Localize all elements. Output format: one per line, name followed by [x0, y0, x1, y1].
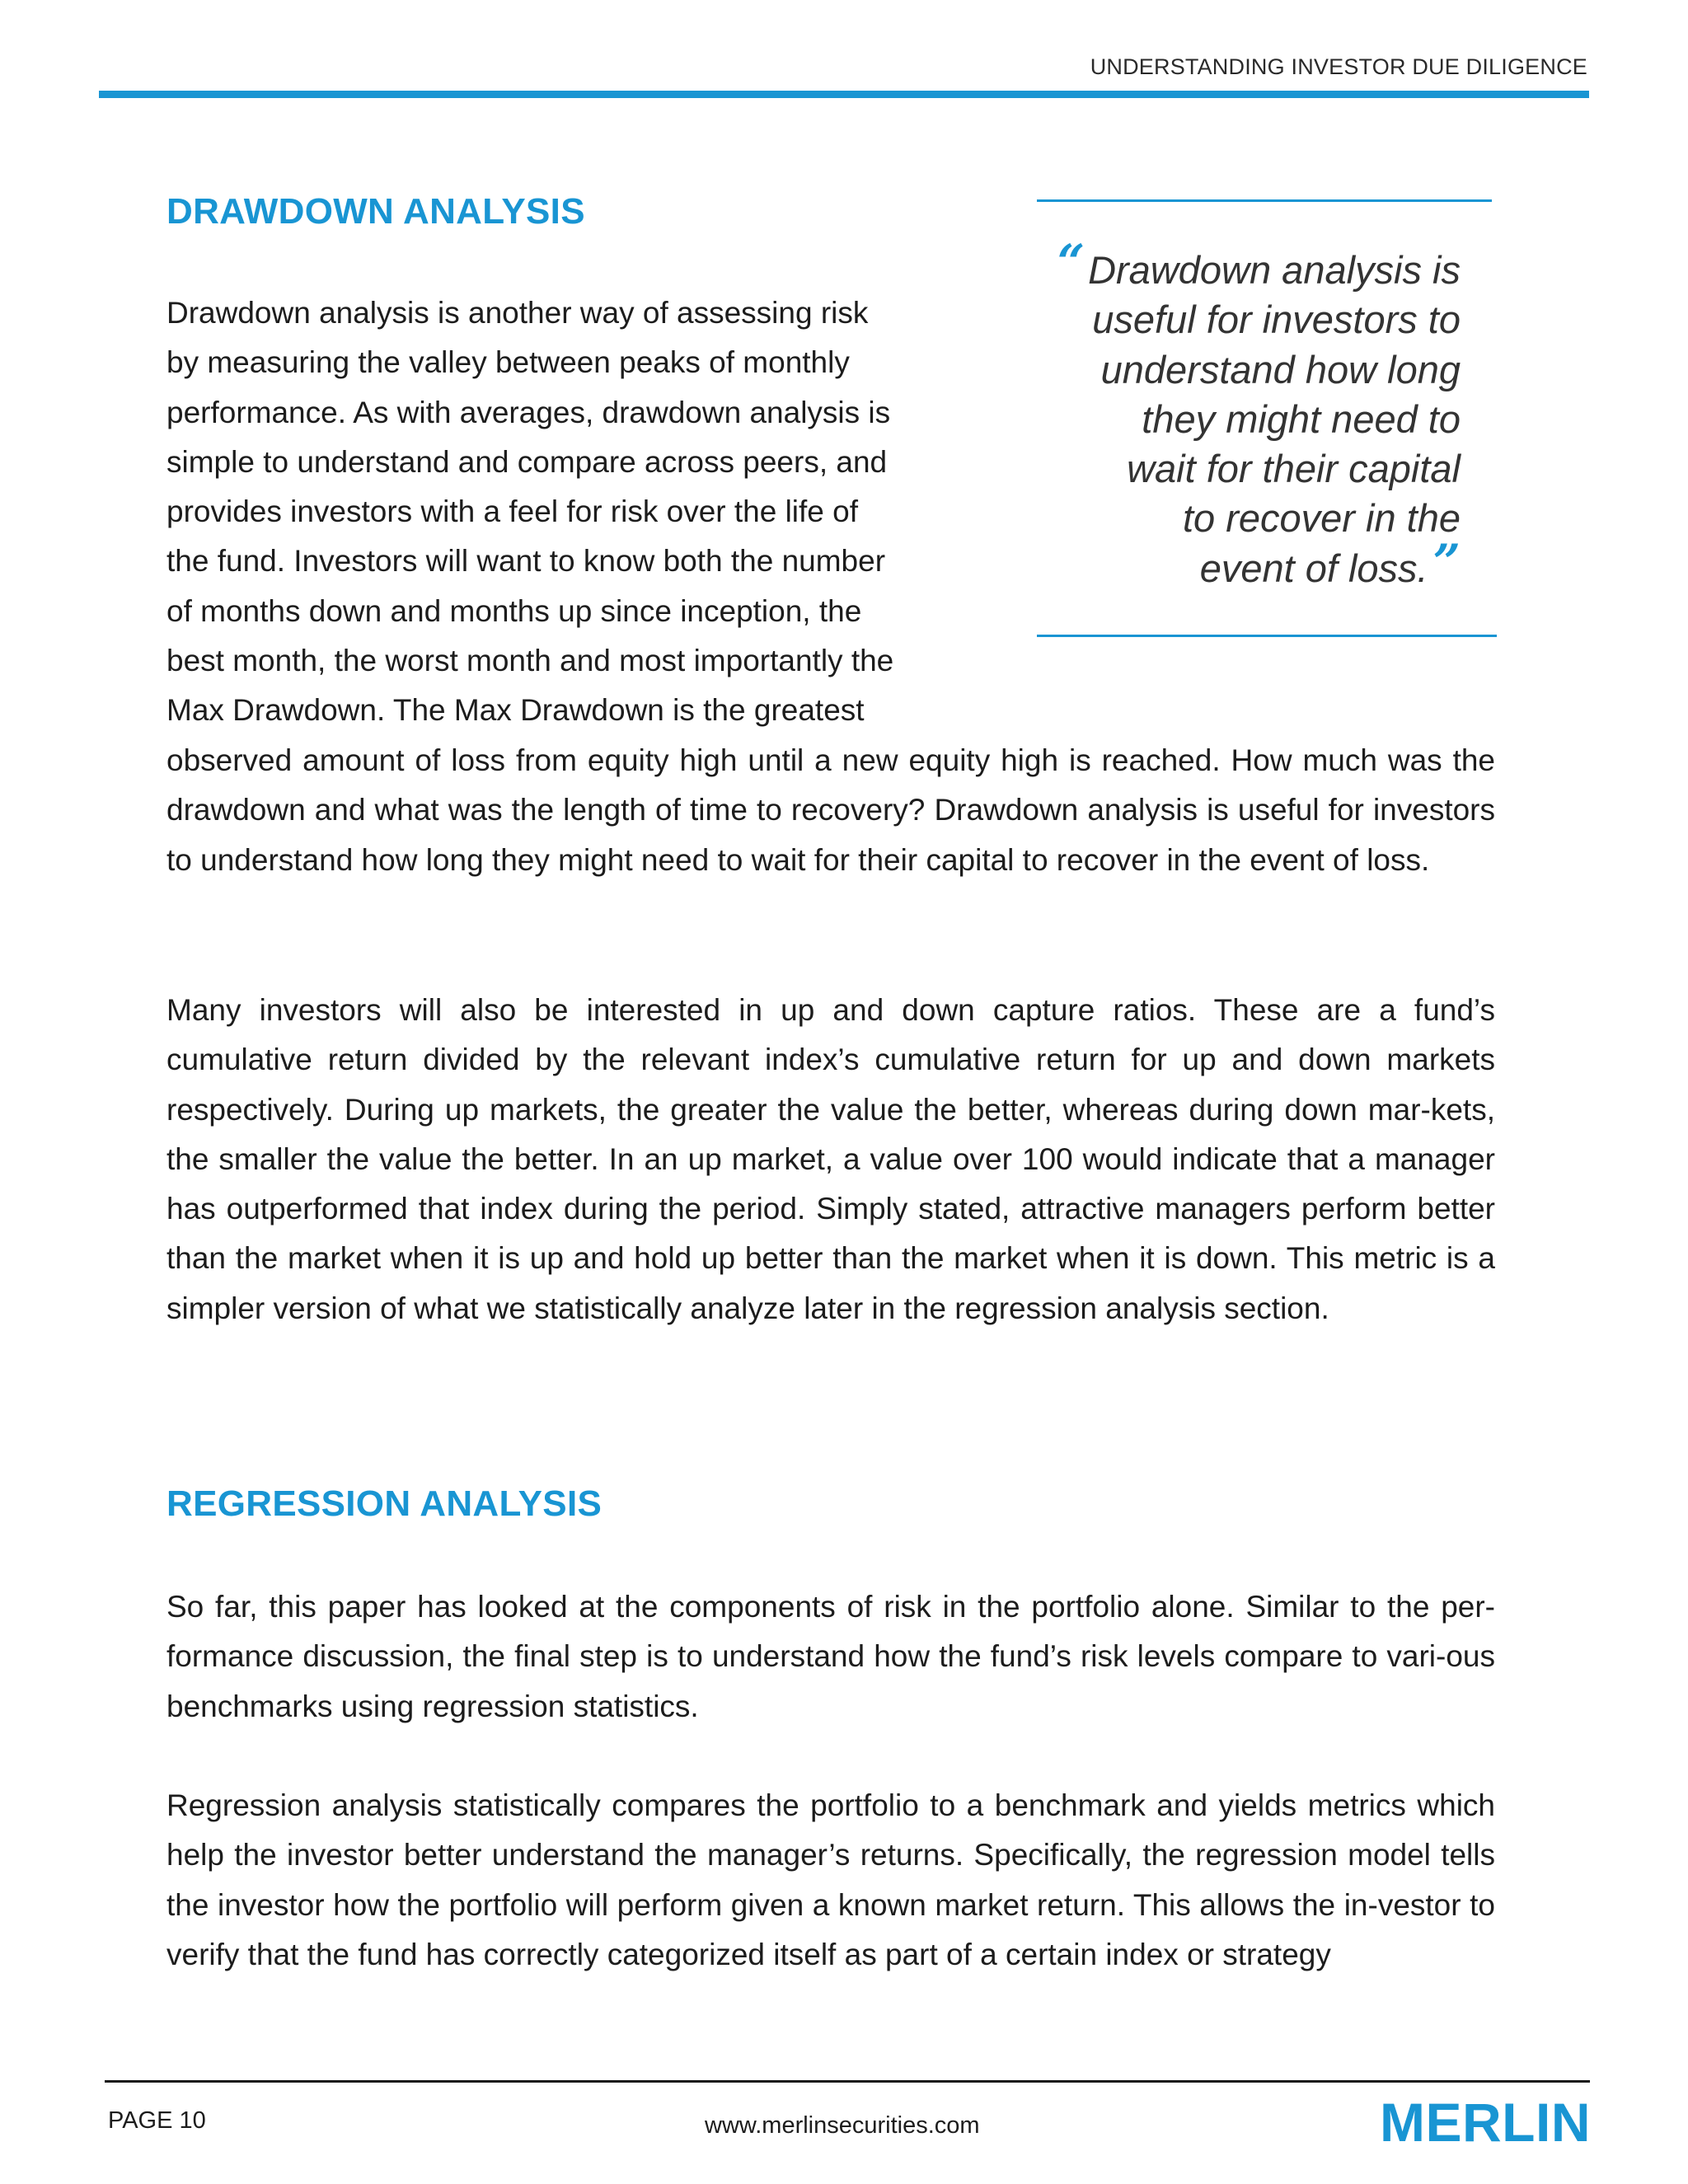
drawdown-paragraph-continued: observed amount of loss from equity high until a new equity high is reached. How much was the drawdown and what was the length of time to recovery? Drawdown analysis is useful for investors to understand how long they might need to wait for their capital to recover in the event of loss. — [166, 743, 1495, 877]
pull-quote-line: understand how long — [1100, 347, 1461, 391]
footer-url-link[interactable]: www.merlinsecurities.com — [705, 2112, 980, 2139]
close-quote-icon: ” — [1432, 533, 1461, 590]
running-header-title: UNDERSTANDING INVESTOR DUE DILIGENCE — [1090, 54, 1587, 79]
section-title-regression: REGRESSION ANALYSIS — [166, 1483, 603, 1524]
pull-quote-text — [999, 234, 1461, 593]
regression-paragraph-1-block — [166, 1582, 1495, 1732]
page-number: PAGE 10 — [108, 2107, 206, 2134]
regression-paragraph-1: So far, this paper has looked at the components of risk in the portfolio alone. Similar to the per-formance discussion, the final step is to understand how the fund’s risk levels compare to vari-ous benchmarks using regression statistics. — [166, 1590, 1495, 1723]
capture-ratio-paragraph: Many investors will also be interested in up and down capture ratios. These are a fund’s cumulative return divided by the relevant index’s cumulative return for up and down markets respectively. During up markets, the greater the value the better, whereas during down mar-kets, the smaller the value the better. In an up market, a value over 100 would indicate that a manager has outperformed that index during the period. Simply stated, attractive managers perform better than the market when it is up and hold up better than the market when it is down. This metric is a simpler version of what we statistically analyze later in the regression analysis section. — [166, 993, 1495, 1325]
drawdown-paragraph-wrapped — [166, 288, 928, 736]
capture-ratio-paragraph-block — [166, 986, 1495, 1333]
drawdown-line: of months down and months up since inception, the — [166, 593, 862, 628]
drawdown-line: simple to understand and compare across peers, and — [166, 444, 888, 479]
pull-quote-top-rule — [1037, 199, 1492, 202]
merlin-logo: MERLIN — [1380, 2092, 1591, 2153]
drawdown-line: Drawdown analysis is another way of assessing risk — [166, 296, 869, 330]
drawdown-line: the fund. Investors will want to know both the number — [166, 544, 886, 579]
open-quote-icon: “ — [1057, 234, 1085, 290]
drawdown-line: provides investors with a feel for risk over the life of — [166, 494, 859, 529]
pull-quote-line: wait for their capital — [1127, 447, 1461, 491]
section-title-drawdown: DRAWDOWN ANALYSIS — [166, 191, 585, 232]
pull-quote-line: they might need to — [1142, 396, 1461, 441]
drawdown-line: Max Drawdown. The Max Drawdown is the greatest — [166, 693, 865, 728]
pull-quote — [1037, 199, 1492, 638]
footer-rule — [105, 2080, 1590, 2083]
header-rule — [99, 91, 1589, 98]
pull-quote-line: Drawdown analysis is — [1088, 248, 1461, 292]
pull-quote-line: to recover in the — [1182, 496, 1461, 541]
drawdown-line: performance. As with averages, drawdown analysis is — [166, 395, 891, 429]
pull-quote-line: useful for investors to — [1092, 298, 1461, 342]
drawdown-paragraph-continued-block — [166, 736, 1495, 885]
regression-paragraph-2-block — [166, 1781, 1495, 1980]
pull-quote-bottom-rule — [1037, 635, 1497, 637]
regression-paragraph-2: Regression analysis statistically compares the portfolio to a benchmark and yields metrics which help the investor better understand the manager’s returns. Specifically, the regression model tells the investor how the portfolio will perform given a known market return. This allows the in-vestor to verify that the fund has correctly categorized itself as part of a certain index or strategy — [166, 1788, 1495, 1971]
drawdown-line: best month, the worst month and most importantly the — [166, 644, 894, 678]
pull-quote-line: event of loss. — [1199, 546, 1428, 590]
drawdown-line: by measuring the valley between peaks of monthly — [166, 345, 850, 380]
